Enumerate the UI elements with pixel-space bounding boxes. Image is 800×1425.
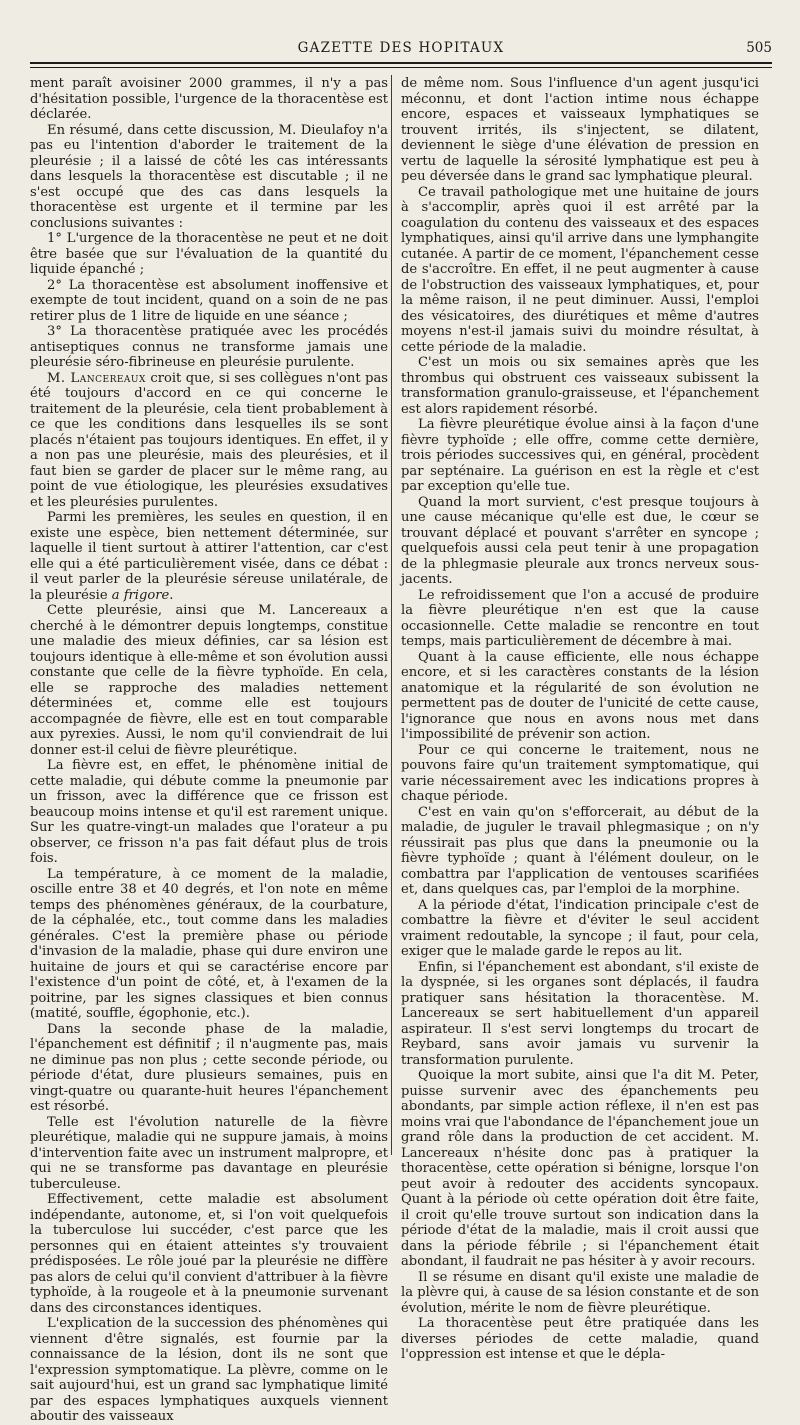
paragraph: Cette pleurésie, ainsi que M. Lancereaux a cherché à le démontrer depuis longtemps, constitue une maladie des mieux définies, car sa lésion est toujours identique à elle-même et son évolution aussi constante que celle de la fièvre typhoïde. En cela, elle se rapproche des maladies nettement déterminées et, comme elle est toujours accompagnée de fièvre, elle est en tout comparable aux pyrexies. Aussi, le nom qu'il conviendrait de lui donner est-il celui de fièvre pleurétique.: [30, 603, 388, 758]
paragraph: Quand la mort survient, c'est presque toujours à une cause mécanique qu'elle est due, le cœur se trouvant déplacé et pouvant s'arrêter en syncope ; quelquefois aussi cela peut tenir à une propagation de la phlegmasie pleurale aux troncs nerveux sous-jacents.: [401, 494, 759, 587]
paragraph: 3° La thoracentèse pratiquée avec les procédés antiseptiques connus ne transforme jamais une pleurésie séro-fibrineuse en pleurésie purulente.: [30, 324, 388, 370]
page-header: [30, 38, 772, 60]
running-title: GAZETTE DES HOPITAUX: [297, 40, 505, 56]
paragraph: La fièvre pleurétique évolue ainsi à la façon d'une fièvre typhoïde ; elle offre, comme cette dernière, trois périodes successives qui, en général, procèdent par septénaire. La guérison en est la règle et c'est par exception qu'elle tue.: [401, 417, 759, 494]
paragraph: Le refroidissement que l'on a accusé de produire la fièvre pleurétique n'en est que la cause occasionnelle. Cette maladie se rencontre en tout temps, mais particulièrement de décembre à mai.: [401, 587, 759, 649]
paragraph-text: croit que, si ses collègues n'ont pas été toujours d'accord en ce qui concerne le traitement de la pleurésie, cela tient probablement à ce que les conditions dans lesquelles ils se sont placés n'étaient pas toujours identiques. En effet, il y a non pas une pleurésie, mais des pleurésies, et il faut bien se garder de placer sur le même rang, au point de vue étiologique, les pleurésies exsudatives et les pleurésies purulentes.: [30, 370, 388, 510]
paragraph: Il se résume en disant qu'il existe une maladie de la plèvre qui, à cause de sa lésion constante et de son évolution, mérite le nom de fièvre pleurétique.: [401, 1269, 759, 1316]
paragraph: Enfin, si l'épanchement est abondant, s'il existe de la dyspnée, si les organes sont déplacés, il faudra pratiquer sans hésitation la thoracentèse. M. Lancereaux se sert habituellement d'un appareil aspirateur. Il s'est servi longtemps du trocart de Reybard, sans avoir jamais vu survenir la transformation purulente.: [401, 959, 759, 1068]
paragraph: [30, 371, 388, 511]
paragraph: C'est en vain qu'on s'efforcerait, au début de la maladie, de juguler le travail phlegmasique ; on n'y réussirait pas plus que dans la pneumonie ou la fièvre typhoïde ; quant à l'élément douleur, on le combattra par l'application de ventouses scarifiées et, dans quelques cas, par l'emploi de la morphine.: [401, 804, 759, 897]
paragraph: Pour ce qui concerne le traitement, nous ne pouvons faire qu'un traitement symptomatique, qui varie nécessairement avec les indications propres à chaque période.: [401, 742, 759, 804]
left-column: [30, 76, 388, 1424]
paragraph: 1° L'urgence de la thoracentèse ne peut et ne doit être basée que sur l'évaluation de la quantité du liquide épanché ;: [30, 231, 388, 277]
header-rule-thick: [30, 62, 772, 64]
paragraph: de même nom. Sous l'influence d'un agent jusqu'ici méconnu, et dont l'action intime nous échappe encore, espaces et vaisseaux lymphatiques se trouvent irrités, ils s'injectent, se dilatent, deviennent le siège d'une élévation de pression en vertu de laquelle la sérosité lymphatique est peu à peu déversée dans le grand sac lymphatique pleural.: [401, 76, 759, 184]
paragraph: L'explication de la succession des phénomènes qui viennent d'être signalés, est fournie par la connaissance de la lésion, dont ils ne sont que l'expression symptomatique. La plèvre, comme on le sait aujourd'hui, est un grand sac lymphatique limité par des espaces lymphatiques auxquels viennent aboutir des vaisseaux: [30, 1316, 388, 1424]
paragraph-text-end: .: [169, 587, 174, 603]
header-rule-thin: [30, 67, 772, 68]
paragraph: La température, à ce moment de la maladie, oscille entre 38 et 40 degrés, et l'on note en même temps des phénomènes généraux, de la courbature, de la céphalée, etc., tout comme dans les maladies générales. C'est la première phase ou période d'invasion de la maladie, phase qui dure environ une huitaine de jours et qui se caractérise encore par l'existence d'un point de côté, et, à l'examen de la poitrine, par les signes classiques et bien connus (matité, souffle, égophonie, etc.).: [30, 866, 388, 1021]
paragraph: Dans la seconde phase de la maladie, l'épanchement est définitif ; il n'augmente pas, mais ne diminue pas non plus ; cette seconde période, ou période d'état, dure plusieurs semaines, puis en vingt-quatre ou quarante-huit heures l'épanchement est résorbé.: [30, 1021, 388, 1114]
paragraph: C'est un mois ou six semaines après que les thrombus qui obstruent ces vaisseaux subissent la transformation granulo-graisseuse, et l'épanchement est alors rapidement résorbé.: [401, 355, 759, 417]
right-column: [401, 76, 759, 1362]
paragraph: Quant à la cause efficiente, elle nous échappe encore, et si les caractères constants de la lésion anatomique et la régularité de son évolution ne permettent pas de douter de l'unicité de cette cause, l'ignorance que nous en avons nous met dans l'impossibilité de prévenir son action.: [401, 649, 759, 742]
paragraph: Effectivement, cette maladie est absolument indépendante, autonome, et, si l'on voit quelquefois la tuberculose lui succéder, c'est parce que les personnes qui en étaient atteintes s'y trouvaient prédisposées. Le rôle joué par la pleurésie ne diffère pas alors de celui qu'il convient d'attribuer à la fièvre typhoïde, à la rougeole et à la pneumonie survenant dans des circonstances identiques.: [30, 1192, 388, 1316]
paragraph: Ce travail pathologique met une huitaine de jours à s'accomplir, après quoi il est arrêté par la coagulation du contenu des vaisseaux et des espaces lymphatiques, ainsi qu'il arrive dans une lymphangite cutanée. A partir de ce moment, l'épanchement cesse de s'accroître. En effet, il ne peut augmenter à cause de l'obstruction des vaisseaux lymphatiques, et, pour la même raison, il ne peut diminuer. Aussi, l'emploi des vésicatoires, des diurétiques et même d'autres moyens n'est-il jamais suivi du moindre résultat, à cette période de la maladie.: [401, 184, 759, 355]
paragraph: La thoracentèse peut être pratiquée dans les diverses périodes de cette maladie, quand l'oppression est intense et que le dépla-: [401, 1316, 759, 1362]
latin-term: a frigore: [111, 587, 170, 603]
paragraph: ment paraît avoisiner 2000 grammes, il n'y a pas d'hésitation possible, l'urgence de la thoracentèse est déclarée.: [30, 76, 388, 122]
paragraph: Quoique la mort subite, ainsi que l'a dit M. Peter, puisse survenir avec des épanchements peu abondants, par simple action réflexe, il n'en est pas moins vrai que l'abondance de l'épanchement joue un grand rôle dans la production de cet accident. M. Lancereaux n'hésite donc pas à pratiquer la thoracentèse, cette opération si bénigne, lorsque l'on peut avoir à redouter des accidents syncopaux. Quant à la période où cette opération doit être faite, il croit qu'elle trouve surtout son indication dans la période d'état de la maladie, mais il croit aussi que dans la période fébrile ; si l'épanchement était abondant, il faudrait ne pas hésiter à y avoir recours.: [401, 1068, 759, 1269]
column-divider: [391, 75, 392, 1155]
paragraph: Telle est l'évolution naturelle de la fièvre pleurétique, maladie qui ne suppure jamais, à moins d'intervention faite avec un instrument malpropre, et qui ne se transforme pas davantage en pleurésie tuberculeuse.: [30, 1114, 388, 1192]
paragraph-text: Parmi les premières, les seules en question, il en existe une espèce, bien nettement déterminée, sur laquelle il tient surtout à attirer l'attention, car c'est elle qui a été particulièrement visée, dans ce débat : il veut parler de la pleurésie séreuse unilatérale, de la pleurésie: [30, 510, 388, 603]
page-number: 505: [746, 40, 772, 56]
paragraph: En résumé, dans cette discussion, M. Dieulafoy n'a pas eu l'intention d'aborder le traitement de la pleurésie ; il a laissé de côté les cas intéressants dans lesquels la thoracentèse est discutable ; il ne s'est occupé que des cas dans lesquels la thoracentèse est urgente et il termine par les conclusions suivantes :: [30, 122, 388, 231]
speaker-name: M. Lancereaux: [47, 370, 146, 386]
paragraph: [30, 510, 388, 603]
paragraph: 2° La thoracentèse est absolument inoffensive et exempte de tout incident, quand on a soin de ne pas retirer plus de 1 litre de liquide en une séance ;: [30, 277, 388, 324]
paragraph: A la période d'état, l'indication principale c'est de combattre la fièvre et d'éviter le seul accident vraiment redoutable, la syncope ; il faut, pour cela, exiger que le malade garde le repos au lit.: [401, 897, 759, 959]
paragraph: La fièvre est, en effet, le phénomène initial de cette maladie, qui débute comme la pneumonie par un frisson, avec la différence que ce frisson est beaucoup moins intense et qu'il est rarement unique. Sur les quatre-vingt-un malades que l'orateur a pu observer, ce frisson n'a pas fait défaut plus de trois fois.: [30, 758, 388, 866]
